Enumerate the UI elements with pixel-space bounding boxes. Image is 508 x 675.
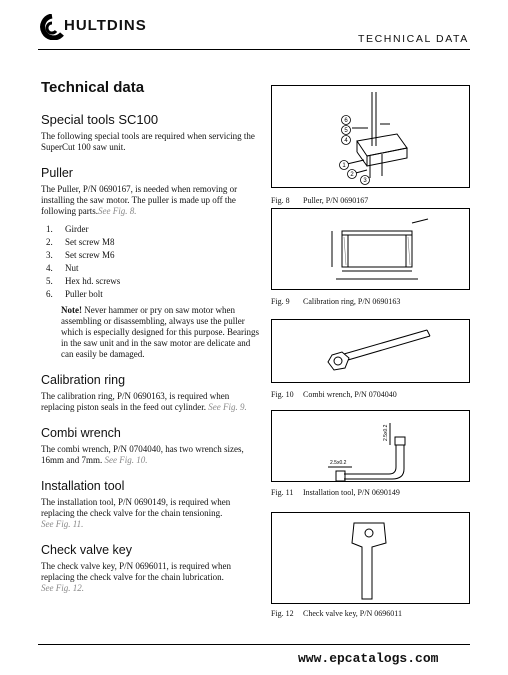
list-item: 4. Nut xyxy=(46,263,79,273)
check-valve-key-drawing xyxy=(272,513,469,603)
combi-wrench-section xyxy=(41,426,261,466)
puller-drawing xyxy=(272,86,469,187)
callout-label: 6 xyxy=(344,118,348,124)
figure-calibration-ring xyxy=(271,208,470,290)
footer-url[interactable]: www.epcatalogs.com xyxy=(298,651,439,666)
calibration-ring-drawing xyxy=(272,209,469,289)
section-text: The installation tool, P/N 0690149, is required when replacing the check valve for the chain tensioning. See Fig. 11. xyxy=(41,497,231,529)
figure-caption: Fig. 10 Combi wrench, P/N 0704040 xyxy=(271,390,397,399)
section-heading: Installation tool xyxy=(41,479,125,493)
figure-installation-tool xyxy=(271,410,470,482)
figure-check-valve-key xyxy=(271,512,470,604)
list-item: 5. Hex hd. screws xyxy=(46,276,121,286)
callout-label: 2 xyxy=(350,172,354,178)
figure-reference[interactable]: See Fig. 9. xyxy=(208,402,247,412)
special-tools-section xyxy=(41,112,261,153)
list-item: 2. Set screw M8 xyxy=(46,237,115,247)
parts-list xyxy=(41,223,261,301)
figure-puller xyxy=(271,85,470,188)
section-text: The check valve key, P/N 0696011, is required when replacing the check valve for the chain lubrication. See Fig. 12. xyxy=(41,561,232,593)
section-text: The combi wrench, P/N 0704040, has two wrench sizes, 16mm and 7mm. See Fig. 10. xyxy=(41,444,244,465)
figure-caption: Fig. 12 Check valve key, P/N 0696011 xyxy=(271,609,402,618)
brand-name: HULTDINS xyxy=(64,17,147,34)
callout-label: 5 xyxy=(344,128,348,134)
section-heading: Calibration ring xyxy=(41,373,126,387)
section-text: The Puller, P/N 0690167, is needed when removing or installing the saw motor. The puller is made up off the following parts.See Fig. 8. xyxy=(41,184,238,216)
page-title: Technical data xyxy=(41,79,145,96)
section-heading: Check valve key xyxy=(41,543,133,557)
figure-caption: Fig. 9 Calibration ring, P/N 0690163 xyxy=(271,297,401,306)
installation-tool-section xyxy=(41,479,261,530)
list-item: 6. Puller bolt xyxy=(46,289,103,299)
callout-label: 3 xyxy=(363,178,367,184)
calibration-section xyxy=(41,373,261,413)
header-divider xyxy=(38,49,470,50)
callout-label: 1 xyxy=(342,163,346,169)
section-text: The following special tools are required when servicing the SuperCut 100 saw unit. xyxy=(41,131,255,152)
figure-caption: Fig. 11 Installation tool, P/N 0690149 xyxy=(271,488,400,497)
figure-caption: Fig. 8 Puller, P/N 0690167 xyxy=(271,196,369,205)
dimension-label: 2.5x0.2 xyxy=(330,460,347,466)
figure-combi-wrench xyxy=(271,319,470,383)
list-item: 1. Girder xyxy=(46,224,89,234)
section-heading: Combi wrench xyxy=(41,426,121,440)
figure-reference[interactable]: See Fig. 12. xyxy=(41,583,84,593)
section-heading: Special tools SC100 xyxy=(41,112,159,127)
note: Note! Never hammer or pry on saw motor when assembling or disassembling, always use the puller which is especially designed for this purpose. Bearings in the saw unit and in the saw motor are delicate and can easily be damaged. xyxy=(61,305,259,359)
section-heading: Puller xyxy=(41,166,73,180)
list-item: 3. Set screw M6 xyxy=(46,250,115,260)
check-valve-key-section xyxy=(41,543,261,594)
header-title: TECHNICAL DATA xyxy=(358,33,469,45)
callout-label: 4 xyxy=(344,138,348,144)
puller-section xyxy=(41,166,261,360)
figure-reference[interactable]: See Fig. 8. xyxy=(98,206,137,216)
figure-reference[interactable]: See Fig. 11. xyxy=(41,519,84,529)
figure-reference[interactable]: See Fig. 10. xyxy=(104,455,148,465)
footer-divider xyxy=(38,644,470,645)
text-column xyxy=(41,79,261,607)
combi-wrench-drawing xyxy=(272,320,469,382)
dimension-label: 2.5x0.2 xyxy=(383,424,389,441)
installation-tool-drawing xyxy=(272,411,469,481)
section-text: The calibration ring, P/N 0690163, is required when replacing piston seals in the feed out cylinder. See Fig. 9. xyxy=(41,391,247,412)
